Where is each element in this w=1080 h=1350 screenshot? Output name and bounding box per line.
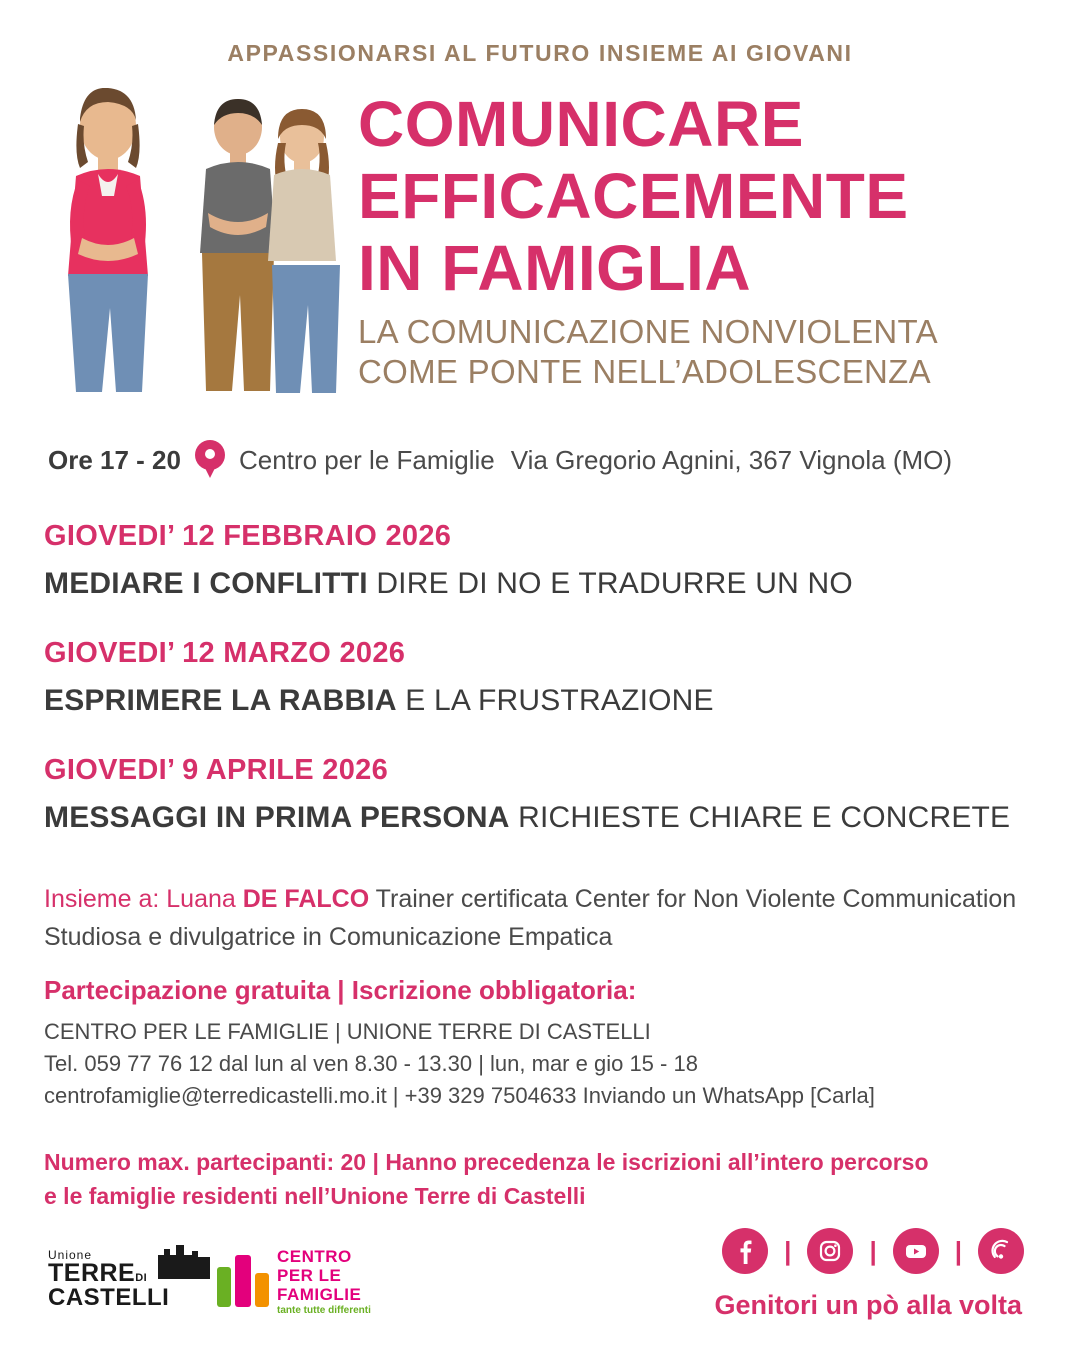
logo-utc-di: DI (135, 1272, 148, 1284)
logo-cpf-tagline: tante tutte differenti (277, 1305, 371, 1316)
session-topic-rest: RICHIESTE CHIARE E CONCRETE (509, 801, 1011, 834)
social-bar (722, 1228, 1024, 1274)
photo-parents-couple (190, 95, 350, 395)
registration-line-1: CENTRO PER LE FAMIGLIE | UNIONE TERRE DI CASTELLI (44, 1019, 651, 1044)
registration-line-2: Tel. 059 77 76 12 dal lun al ven 8.30 - 13.30 | lun, mar e gio 15 - 18 (44, 1051, 698, 1076)
kicker-text: APPASSIONARSI AL FUTURO INSIEME AI GIOVANI (227, 40, 853, 66)
trainer-lead: Insieme a: Luana (44, 885, 243, 913)
family-figures-icon (217, 1267, 231, 1307)
registration-heading: Partecipazione gratuita | Iscrizione obbligatoria: (44, 975, 637, 1005)
logo-cpf-line-1: CENTRO (277, 1247, 352, 1266)
session-item (44, 637, 1044, 718)
session-date: GIOVEDI’ 9 APRILE 2026 (44, 754, 388, 786)
family-figures-icon (235, 1255, 251, 1307)
instagram-icon[interactable] (807, 1228, 853, 1274)
participants-notice (44, 1145, 1044, 1213)
registration-line-3: centrofamiglie@terredicastelli.mo.it | +39 329 7504633 Inviando un WhatsApp [Carla] (44, 1083, 875, 1108)
subtitle-line-2: COME PONTE NELL’ADOLESCENZA (358, 353, 931, 390)
logo-utc-line-2 (48, 1261, 169, 1286)
logo-utc-terre: TERRE (48, 1259, 136, 1287)
notice-line-2: e le famiglie residenti nell’Unione Terre di Castelli (44, 1183, 586, 1209)
trainer-info (44, 880, 1044, 956)
venue-name: Centro per le Famiglie (238, 444, 495, 475)
logo-unione-terre-di-castelli (48, 1243, 218, 1313)
session-topic (44, 801, 1044, 835)
session-topic-rest: DIRE DI NO E TRADURRE UN NO (367, 567, 853, 600)
logo-cpf-text (277, 1247, 361, 1304)
social-separator: | (784, 1235, 792, 1266)
trainer-name: DE FALCO (242, 885, 370, 913)
logo-utc-line-1: Unione (48, 1248, 93, 1262)
footer-tagline: Genitori un pò alla volta (714, 1290, 1022, 1320)
title-line-2: EFFICACEMENTE (358, 160, 909, 232)
notice-line-1: Numero max. partecipanti: 20 | Hanno precedenza le iscrizioni all’intero percorso (44, 1149, 929, 1175)
session-topic-rest: E LA FRUSTRAZIONE (396, 684, 714, 717)
trainer-description: Trainer certificata Center for Non Violente Communication Studiosa e divulgatrice in Comunicazione Empatica (44, 885, 1017, 951)
session-topic (44, 567, 1044, 601)
sessions-list (44, 520, 1044, 871)
session-date: GIOVEDI’ 12 FEBBRAIO 2026 (44, 520, 452, 552)
location-pin-icon (195, 440, 225, 480)
venue-row (48, 440, 1048, 480)
logo-utc-line-3: CASTELLI (48, 1284, 170, 1311)
logo-cpf-line-2: PER LE (277, 1266, 342, 1285)
social-separator: | (869, 1235, 877, 1266)
session-item (44, 754, 1044, 835)
title-line-1: COMUNICARE (358, 88, 804, 160)
hours-text: Ore 17 - 20 (48, 444, 181, 475)
logo-cpf-line-3: FAMIGLIE (277, 1285, 362, 1304)
title-line-3: IN FAMIGLIA (358, 232, 752, 304)
facebook-icon[interactable] (722, 1228, 768, 1274)
subtitle-line-1: LA COMUNICAZIONE NONVIOLENTA (358, 313, 938, 350)
social-separator: | (954, 1235, 962, 1266)
session-item (44, 520, 1044, 601)
session-topic-bold: MESSAGGI IN PRIMA PERSONA (44, 801, 510, 834)
rss-podcast-icon[interactable] (978, 1228, 1024, 1274)
title-block (358, 88, 1058, 392)
family-figures-icon (255, 1273, 269, 1307)
photo-teen-girl (48, 88, 168, 398)
venue-address: Via Gregorio Agnini, 367 Vignola (MO) (510, 444, 953, 475)
logo-centro-per-le-famiglie (215, 1243, 395, 1315)
registration-block (44, 975, 1044, 1112)
session-date: GIOVEDI’ 12 MARZO 2026 (44, 637, 406, 669)
session-topic (44, 684, 1044, 718)
session-topic-bold: MEDIARE I CONFLITTI (44, 567, 368, 600)
logo-utc-text (48, 1249, 169, 1310)
youtube-icon[interactable] (893, 1228, 939, 1274)
session-topic-bold: ESPRIMERE LA RABBIA (44, 684, 397, 717)
